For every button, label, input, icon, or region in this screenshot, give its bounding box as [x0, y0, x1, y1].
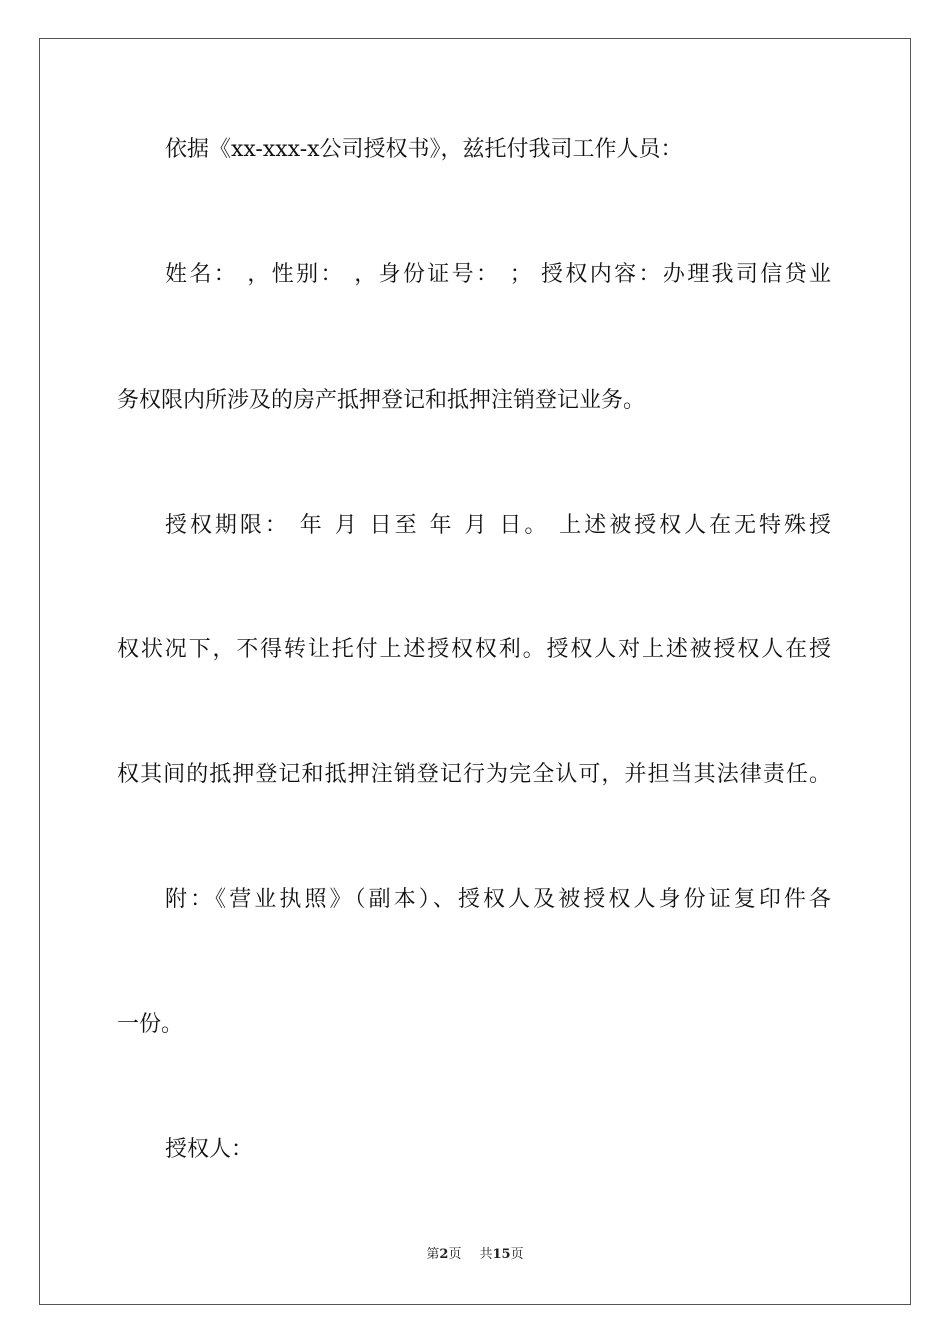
page-prefix: 第 [426, 1247, 440, 1262]
total-prefix: 共 [479, 1247, 493, 1262]
page-suffix: 页 [448, 1247, 462, 1262]
total-pages: 15 [492, 1247, 511, 1262]
paragraph-attachment-line-1: 附：《营业执照》（副本）、授权人及被授权人身份证复印件各 [165, 887, 831, 912]
paragraph-authorization-period-line-3: 权其间的抵押登记和抵押注销登记行为完全认可，并担当其法律责任。 [117, 762, 831, 787]
paragraph-authorization-period-line-2: 权状况下，不得转让托付上述授权权利。授权人对上述被授权人在授 [117, 637, 831, 662]
paragraph-attachment-line-2: 一份。 [117, 1012, 184, 1037]
signature-label: 授权人： [165, 1137, 254, 1162]
page-number: 2 [439, 1247, 449, 1262]
paragraph-authorized-person-line-2: 务权限内所涉及的房产抵押登记和抵押注销登记业务。 [117, 388, 646, 413]
paragraph-authorization-period-line-1: 授权期限： 年 月 日至 年 月 日。 上述被授权人在无特殊授 [165, 513, 831, 538]
page-footer [0, 1246, 950, 1264]
paragraph-authorized-person-line-1: 姓名： ，性别： ，身份证号： ； 授权内容：办理我司信贷业 [165, 262, 831, 287]
total-suffix: 页 [510, 1247, 524, 1262]
page-border [39, 38, 911, 1305]
paragraph-basis: 依据《xx-xxx-x公司授权书》，兹托付我司工作人员： [165, 137, 683, 162]
